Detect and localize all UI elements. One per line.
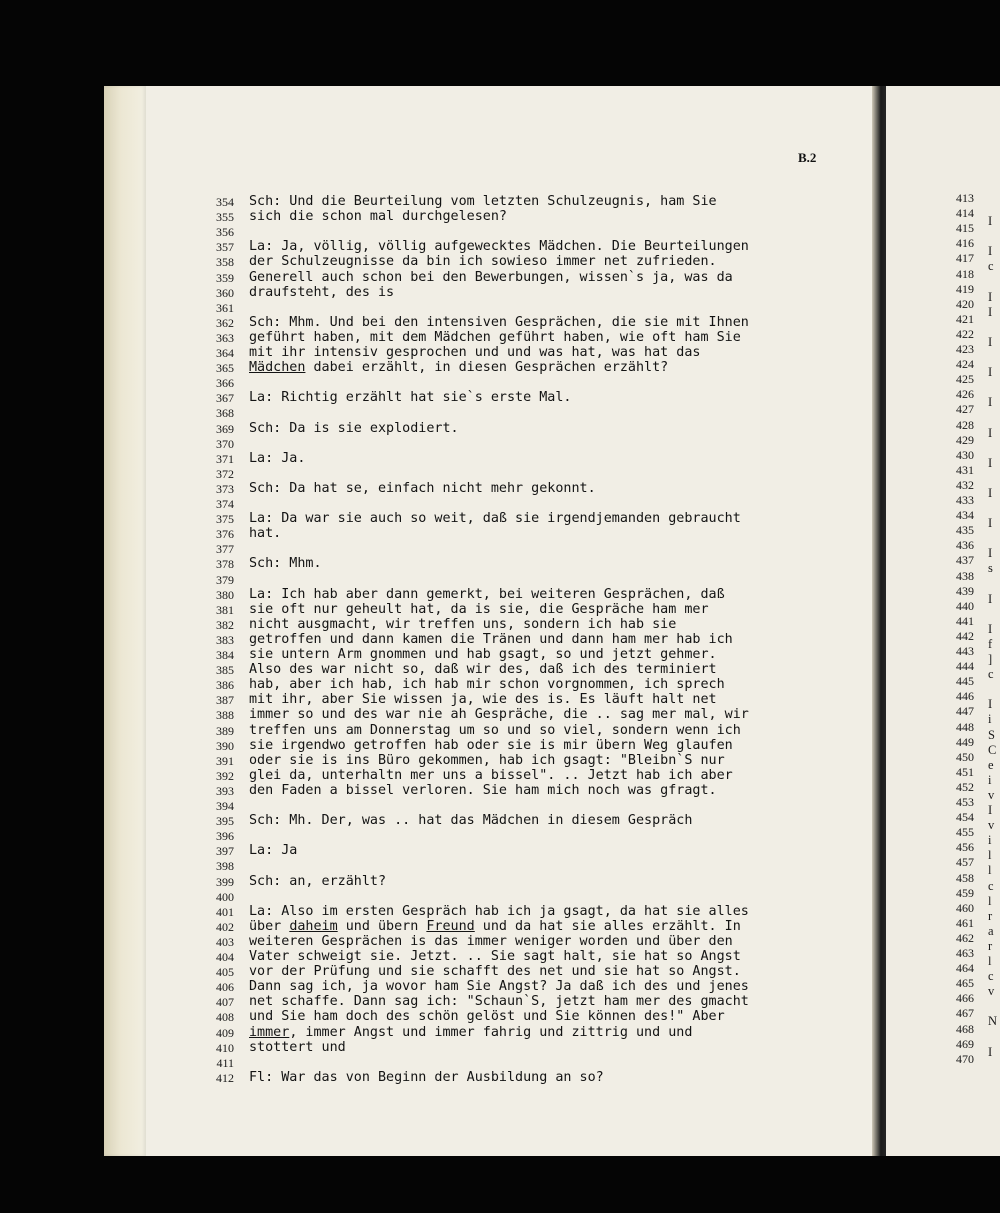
line-number: 376 bbox=[216, 527, 234, 541]
transcript-line: über daheim und übern Freund und da hat sie alles erzählt. In bbox=[249, 919, 741, 934]
transcript-line: hat. bbox=[249, 526, 282, 541]
transcript-fragment: ] bbox=[988, 652, 993, 666]
line-number: 356 bbox=[216, 225, 234, 239]
transcript-line: vor der Prüfung und sie schafft des net und sie hat so Angst. bbox=[249, 964, 741, 979]
line-number: 355 bbox=[216, 210, 234, 224]
line-number: 403 bbox=[216, 935, 234, 949]
line-number: 375 bbox=[216, 512, 234, 526]
transcript-fragment: I bbox=[988, 803, 993, 817]
transcript-line: treffen uns am Donnerstag um so und so viel, sondern wenn ich bbox=[249, 723, 741, 738]
transcript-fragment: l bbox=[988, 863, 992, 877]
line-number: 402 bbox=[216, 920, 234, 934]
line-number: 461 bbox=[956, 916, 974, 930]
transcript-fragment: f bbox=[988, 637, 993, 651]
line-number: 373 bbox=[216, 482, 234, 496]
line-number: 361 bbox=[216, 301, 234, 315]
line-number: 417 bbox=[956, 251, 974, 265]
line-number: 385 bbox=[216, 663, 234, 677]
line-number: 435 bbox=[956, 523, 974, 537]
line-number: 469 bbox=[956, 1037, 974, 1051]
line-number: 427 bbox=[956, 402, 974, 416]
line-number: 450 bbox=[956, 750, 974, 764]
line-number: 446 bbox=[956, 689, 974, 703]
line-number: 436 bbox=[956, 538, 974, 552]
transcript-line: glei da, unterhaltn mer uns a bissel". .. Jetzt hab ich aber bbox=[249, 768, 733, 783]
transcript-fragment: I bbox=[988, 1045, 993, 1059]
transcript-fragment: I bbox=[988, 335, 993, 349]
transcript-fragment: v bbox=[988, 788, 995, 802]
line-number: 383 bbox=[216, 633, 234, 647]
line-number: 444 bbox=[956, 659, 974, 673]
transcript-line: getroffen und dann kamen die Tränen und dann ham mer hab ich bbox=[249, 632, 733, 647]
transcript-fragment: I bbox=[988, 305, 993, 319]
line-number: 389 bbox=[216, 724, 234, 738]
transcript-line: nicht ausgmacht, wir treffen uns, sondern ich hab sie bbox=[249, 617, 677, 632]
transcript-fragment: I bbox=[988, 697, 993, 711]
line-number: 372 bbox=[216, 467, 234, 481]
line-number: 369 bbox=[216, 422, 234, 436]
line-number: 395 bbox=[216, 814, 234, 828]
line-number: 453 bbox=[956, 795, 974, 809]
transcript-fragment: I bbox=[988, 395, 993, 409]
line-number: 426 bbox=[956, 387, 974, 401]
line-number: 380 bbox=[216, 588, 234, 602]
line-number: 441 bbox=[956, 614, 974, 628]
transcript-fragment: I bbox=[988, 214, 993, 228]
transcript-fragment: l bbox=[988, 848, 992, 862]
line-number: 386 bbox=[216, 678, 234, 692]
page-header-label: B.2 bbox=[798, 150, 817, 165]
transcript-fragment: r bbox=[988, 909, 993, 923]
line-number: 429 bbox=[956, 433, 974, 447]
line-number: 428 bbox=[956, 418, 974, 432]
line-number: 413 bbox=[956, 191, 974, 205]
transcript-line: La: Ich hab aber dann gemerkt, bei weiteren Gesprächen, daß bbox=[249, 587, 725, 602]
page-edge bbox=[104, 86, 146, 1156]
transcript-fragment: I bbox=[988, 244, 993, 258]
line-number: 378 bbox=[216, 557, 234, 571]
line-number: 423 bbox=[956, 342, 974, 356]
line-number: 368 bbox=[216, 406, 234, 420]
line-number: 365 bbox=[216, 361, 234, 375]
transcript-fragment: I bbox=[988, 456, 993, 470]
transcript-line: hab, aber ich hab, ich hab mir schon vorgnommen, ich sprech bbox=[249, 677, 725, 692]
line-number: 391 bbox=[216, 754, 234, 768]
right-page bbox=[886, 86, 1000, 1156]
line-number: 371 bbox=[216, 452, 234, 466]
line-number: 363 bbox=[216, 331, 234, 345]
transcript-fragment: I bbox=[988, 546, 993, 560]
line-number: 382 bbox=[216, 618, 234, 632]
line-number: 400 bbox=[216, 890, 234, 904]
transcript-line: Sch: Mhm. Und bei den intensiven Gesprächen, die sie mit Ihnen bbox=[249, 315, 749, 330]
transcript-fragment: c bbox=[988, 879, 994, 893]
line-number: 398 bbox=[216, 859, 234, 873]
line-number: 359 bbox=[216, 271, 234, 285]
transcript-line: mit ihr, aber Sie wissen ja, wie des is. Es läuft halt net bbox=[249, 692, 717, 707]
line-number: 439 bbox=[956, 584, 974, 598]
transcript-fragment: S bbox=[988, 728, 995, 742]
line-number: 381 bbox=[216, 603, 234, 617]
transcript-line: Fl: War das von Beginn der Ausbildung an so? bbox=[249, 1070, 604, 1085]
line-number: 362 bbox=[216, 316, 234, 330]
transcript-fragment: I bbox=[988, 486, 993, 500]
transcript-line: La: Ja. bbox=[249, 451, 306, 466]
line-number: 466 bbox=[956, 991, 974, 1005]
line-number: 467 bbox=[956, 1006, 974, 1020]
transcript-fragment: l bbox=[988, 894, 992, 908]
line-number: 470 bbox=[956, 1052, 974, 1066]
line-number: 364 bbox=[216, 346, 234, 360]
line-number: 412 bbox=[216, 1071, 234, 1085]
transcript-line: immer so und des war nie ah Gespräche, die .. sag mer mal, wir bbox=[249, 707, 749, 722]
transcript-fragment: l bbox=[988, 954, 992, 968]
transcript-fragment: a bbox=[988, 924, 994, 938]
line-number: 405 bbox=[216, 965, 234, 979]
transcript-line: net schaffe. Dann sag ich: "Schaun`S, jetzt ham mer des gmacht bbox=[249, 994, 749, 1009]
transcript-fragment: i bbox=[988, 773, 992, 787]
line-number: 458 bbox=[956, 871, 974, 885]
line-number: 445 bbox=[956, 674, 974, 688]
transcript-line: Sch: Da is sie explodiert. bbox=[249, 421, 459, 436]
line-number: 433 bbox=[956, 493, 974, 507]
transcript-line: La: Da war sie auch so weit, daß sie irgendjemanden gebraucht bbox=[249, 511, 741, 526]
transcript-fragment: r bbox=[988, 939, 993, 953]
transcript-line: Sch: Mh. Der, was .. hat das Mädchen in diesem Gespräch bbox=[249, 813, 693, 828]
line-number: 420 bbox=[956, 297, 974, 311]
transcript-line: immer, immer Angst und immer fahrig und zittrig und und bbox=[249, 1025, 693, 1040]
line-number: 459 bbox=[956, 886, 974, 900]
transcript-fragment: I bbox=[988, 622, 993, 636]
line-number: 465 bbox=[956, 976, 974, 990]
line-number: 410 bbox=[216, 1041, 234, 1055]
transcript-line: sie irgendwo getroffen hab oder sie is mir übern Weg glaufen bbox=[249, 738, 733, 753]
line-number: 419 bbox=[956, 282, 974, 296]
line-number: 425 bbox=[956, 372, 974, 386]
line-number: 432 bbox=[956, 478, 974, 492]
transcript-line: La: Also im ersten Gespräch hab ich ja gsagt, da hat sie alles bbox=[249, 904, 749, 919]
transcript-line: stottert und bbox=[249, 1040, 346, 1055]
line-number: 451 bbox=[956, 765, 974, 779]
line-number: 440 bbox=[956, 599, 974, 613]
line-number: 443 bbox=[956, 644, 974, 658]
transcript-fragment: C bbox=[988, 743, 997, 757]
transcript-line: draufsteht, des is bbox=[249, 285, 395, 300]
line-number: 404 bbox=[216, 950, 234, 964]
transcript-line: Vater schweigt sie. Jetzt. .. Sie sagt halt, sie hat so Angst bbox=[249, 949, 741, 964]
transcript-line: Sch: Und die Beurteilung vom letzten Schulzeugnis, ham Sie bbox=[249, 194, 717, 209]
transcript-line: sie untern Arm gnommen und hab gsagt, so und jetzt gehmer. bbox=[249, 647, 717, 662]
line-number: 360 bbox=[216, 286, 234, 300]
transcript-fragment: I bbox=[988, 365, 993, 379]
line-number: 455 bbox=[956, 825, 974, 839]
line-number: 370 bbox=[216, 437, 234, 451]
line-number: 448 bbox=[956, 720, 974, 734]
transcript-line: Sch: an, erzählt? bbox=[249, 874, 387, 889]
transcript-fragment: i bbox=[988, 833, 992, 847]
line-number: 431 bbox=[956, 463, 974, 477]
line-number: 414 bbox=[956, 206, 974, 220]
line-number: 447 bbox=[956, 704, 974, 718]
line-number: 394 bbox=[216, 799, 234, 813]
line-number: 454 bbox=[956, 810, 974, 824]
line-number: 399 bbox=[216, 875, 234, 889]
line-number: 468 bbox=[956, 1022, 974, 1036]
line-number: 416 bbox=[956, 236, 974, 250]
line-number: 411 bbox=[216, 1056, 234, 1070]
transcript-line: oder sie is ins Büro gekommen, hab ich gsagt: "Bleibn`S nur bbox=[249, 753, 725, 768]
transcript-fragment: s bbox=[988, 561, 993, 575]
line-number: 437 bbox=[956, 553, 974, 567]
line-number: 408 bbox=[216, 1010, 234, 1024]
line-number: 384 bbox=[216, 648, 234, 662]
line-number: 401 bbox=[216, 905, 234, 919]
transcript-line: der Schulzeugnisse da bin ich sowieso immer net zufrieden. bbox=[249, 254, 717, 269]
line-number: 367 bbox=[216, 391, 234, 405]
line-number: 409 bbox=[216, 1026, 234, 1040]
line-number: 374 bbox=[216, 497, 234, 511]
line-number: 415 bbox=[956, 221, 974, 235]
line-number: 422 bbox=[956, 327, 974, 341]
transcript-line: La: Richtig erzählt hat sie`s erste Mal. bbox=[249, 390, 572, 405]
transcript-fragment: I bbox=[988, 290, 993, 304]
line-number: 424 bbox=[956, 357, 974, 371]
line-number: 387 bbox=[216, 693, 234, 707]
transcript-fragment: I bbox=[988, 592, 993, 606]
line-number: 442 bbox=[956, 629, 974, 643]
transcript-fragment: c bbox=[988, 667, 994, 681]
transcript-line: Dann sag ich, ja wovor ham Sie Angst? Ja daß ich des und jenes bbox=[249, 979, 749, 994]
transcript-fragment: v bbox=[988, 984, 995, 998]
line-number: 430 bbox=[956, 448, 974, 462]
line-number: 377 bbox=[216, 542, 234, 556]
line-number: 388 bbox=[216, 708, 234, 722]
line-number: 421 bbox=[956, 312, 974, 326]
transcript-line: Also des war nicht so, daß wir des, daß ich des terminiert bbox=[249, 662, 717, 677]
transcript-line: und Sie ham doch des schön gelöst und Sie können des!" Aber bbox=[249, 1009, 725, 1024]
line-number: 418 bbox=[956, 267, 974, 281]
line-number: 434 bbox=[956, 508, 974, 522]
line-number: 357 bbox=[216, 240, 234, 254]
transcript-fragment: e bbox=[988, 758, 994, 772]
transcript-fragment: c bbox=[988, 259, 994, 273]
transcript-fragment: I bbox=[988, 426, 993, 440]
line-number: 407 bbox=[216, 995, 234, 1009]
line-number: 397 bbox=[216, 844, 234, 858]
line-number: 464 bbox=[956, 961, 974, 975]
transcript-line: weiteren Gesprächen is das immer weniger worden und über den bbox=[249, 934, 733, 949]
line-number: 379 bbox=[216, 573, 234, 587]
line-number: 354 bbox=[216, 195, 234, 209]
transcript-line: sie oft nur geheult hat, da is sie, die Gespräche ham mer bbox=[249, 602, 709, 617]
transcript-line: La: Ja bbox=[249, 843, 298, 858]
line-number: 438 bbox=[956, 569, 974, 583]
transcript-line: Generell auch schon bei den Bewerbungen, wissen`s ja, was da bbox=[249, 270, 733, 285]
transcript-line: La: Ja, völlig, völlig aufgewecktes Mädchen. Die Beurteilungen bbox=[249, 239, 749, 254]
line-number: 396 bbox=[216, 829, 234, 843]
transcript-line: Sch: Mhm. bbox=[249, 556, 322, 571]
transcript-fragment: i bbox=[988, 712, 992, 726]
transcript-line: geführt haben, mit dem Mädchen geführt haben, wie oft ham Sie bbox=[249, 330, 741, 345]
transcript-fragment: I bbox=[988, 516, 993, 530]
line-number: 462 bbox=[956, 931, 974, 945]
line-number: 449 bbox=[956, 735, 974, 749]
transcript-fragment: c bbox=[988, 969, 994, 983]
transcript-line: Mädchen dabei erzählt, in diesen Gesprächen erzählt? bbox=[249, 360, 669, 375]
transcript-fragment: N bbox=[988, 1014, 998, 1028]
transcript-fragment: v bbox=[988, 818, 995, 832]
line-number: 456 bbox=[956, 840, 974, 854]
line-number: 358 bbox=[216, 255, 234, 269]
line-number: 393 bbox=[216, 784, 234, 798]
transcript-line: den Faden a bissel verloren. Sie ham mich noch was gfragt. bbox=[249, 783, 717, 798]
line-number: 406 bbox=[216, 980, 234, 994]
line-number: 463 bbox=[956, 946, 974, 960]
line-number: 452 bbox=[956, 780, 974, 794]
transcript-line: Sch: Da hat se, einfach nicht mehr gekonnt. bbox=[249, 481, 596, 496]
line-number: 457 bbox=[956, 855, 974, 869]
transcript-line: sich die schon mal durchgelesen? bbox=[249, 209, 507, 224]
line-number: 366 bbox=[216, 376, 234, 390]
line-number: 390 bbox=[216, 739, 234, 753]
line-number: 392 bbox=[216, 769, 234, 783]
line-number: 460 bbox=[956, 901, 974, 915]
transcript-line: mit ihr intensiv gesprochen und und was hat, was hat das bbox=[249, 345, 701, 360]
